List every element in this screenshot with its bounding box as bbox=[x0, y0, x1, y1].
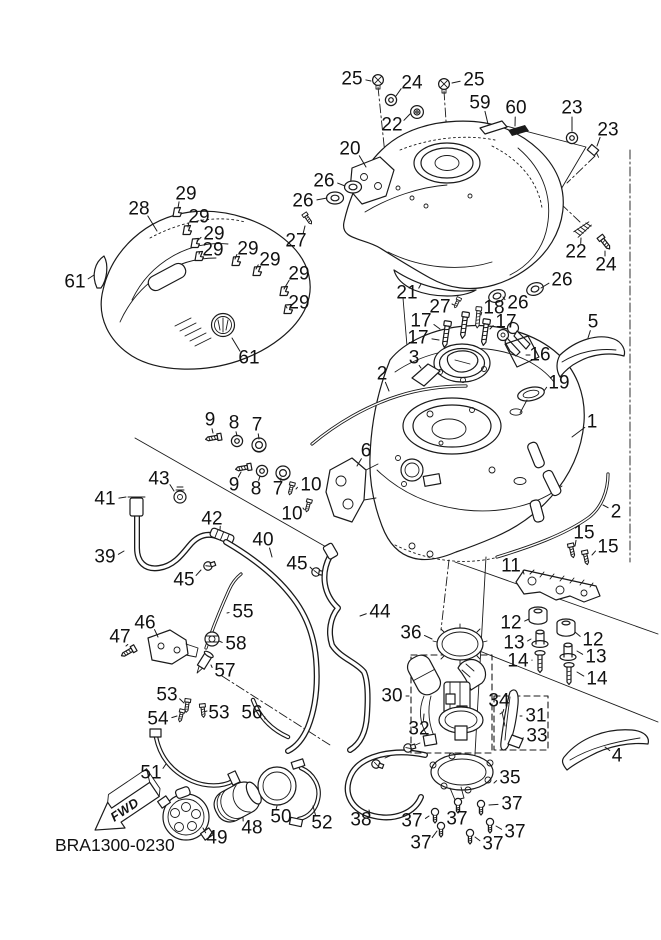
part-callout-37: 37 bbox=[504, 822, 525, 843]
part-callout-56: 56 bbox=[241, 703, 262, 724]
part-callout-15: 15 bbox=[573, 523, 594, 544]
callout-leader bbox=[303, 508, 304, 510]
part-callout-26: 26 bbox=[507, 293, 528, 314]
callout-leader bbox=[118, 551, 124, 554]
part-callout-53: 53 bbox=[156, 685, 177, 706]
callout-leader bbox=[396, 89, 401, 96]
part-callout-33: 33 bbox=[526, 726, 547, 747]
part-callout-1: 1 bbox=[587, 412, 598, 433]
callout-leader bbox=[338, 183, 345, 186]
part-callout-7: 7 bbox=[252, 415, 263, 436]
callout-leader bbox=[592, 551, 595, 555]
part-callout-14: 14 bbox=[586, 669, 608, 690]
callout-leader bbox=[432, 831, 437, 838]
part-callout-46: 46 bbox=[134, 613, 155, 634]
part-callout-10: 10 bbox=[300, 475, 321, 496]
callout-leader bbox=[425, 816, 429, 818]
part-callout-19: 19 bbox=[548, 373, 569, 394]
part-callout-16: 16 bbox=[529, 345, 550, 366]
part-callout-4: 4 bbox=[612, 746, 623, 767]
part-callout-37: 37 bbox=[410, 833, 431, 854]
callout-leader bbox=[475, 837, 480, 841]
callout-leader bbox=[577, 672, 584, 676]
callout-leader bbox=[172, 716, 177, 718]
part-callout-23: 23 bbox=[561, 98, 582, 119]
part-callout-17: 17 bbox=[410, 311, 431, 332]
callout-leader bbox=[360, 614, 366, 616]
part-callout-17: 17 bbox=[407, 328, 428, 349]
part-callout-27: 27 bbox=[285, 231, 306, 252]
part-callout-55: 55 bbox=[232, 602, 253, 623]
part-callout-24: 24 bbox=[595, 255, 617, 276]
part-callout-17: 17 bbox=[495, 312, 516, 333]
part-callout-34: 34 bbox=[488, 691, 510, 712]
part-callout-20: 20 bbox=[339, 139, 360, 160]
callout-leader bbox=[296, 487, 297, 489]
callout-leader bbox=[603, 505, 608, 508]
fuel-pump-unit bbox=[439, 660, 486, 740]
part-callout-13: 13 bbox=[585, 647, 606, 668]
part-callout-52: 52 bbox=[311, 813, 332, 834]
part-callout-47: 47 bbox=[109, 627, 130, 648]
callout-leader bbox=[310, 567, 313, 570]
part-callout-26: 26 bbox=[292, 191, 313, 212]
part-callout-18: 18 bbox=[483, 298, 504, 319]
part-callout-37: 37 bbox=[482, 834, 503, 855]
callout-leader bbox=[525, 619, 529, 621]
part-callout-39: 39 bbox=[94, 547, 115, 568]
left-cover bbox=[94, 208, 310, 370]
diagram-code: BRA1300-0230 bbox=[55, 835, 175, 855]
part-callout-54: 54 bbox=[147, 709, 169, 730]
callout-leader bbox=[366, 80, 371, 81]
part-callout-38: 38 bbox=[350, 810, 371, 831]
part-callout-12: 12 bbox=[500, 613, 521, 634]
part-callout-58: 58 bbox=[225, 634, 246, 655]
part-callout-9: 9 bbox=[229, 475, 240, 496]
part-callout-29: 29 bbox=[202, 240, 223, 261]
part-callout-42: 42 bbox=[201, 509, 222, 530]
part-callout-48: 48 bbox=[241, 818, 262, 839]
callout-leader bbox=[211, 665, 212, 667]
part-callout-59: 59 bbox=[469, 93, 490, 114]
callout-leader bbox=[496, 826, 502, 829]
part-callout-30: 30 bbox=[381, 686, 402, 707]
part-callout-43: 43 bbox=[148, 469, 169, 490]
part-callout-61: 61 bbox=[238, 348, 259, 369]
part-callout-49: 49 bbox=[206, 828, 227, 849]
part-callout-36: 36 bbox=[400, 623, 421, 644]
part-callout-26: 26 bbox=[551, 270, 572, 291]
part-callout-44: 44 bbox=[369, 602, 391, 623]
callout-leader bbox=[481, 312, 482, 315]
callout-leader bbox=[170, 485, 174, 491]
part-callout-8: 8 bbox=[229, 413, 240, 434]
part-callout-29: 29 bbox=[288, 264, 309, 285]
part-callout-8: 8 bbox=[251, 479, 262, 500]
part-callout-21: 21 bbox=[396, 283, 417, 304]
part-callout-29: 29 bbox=[203, 224, 224, 245]
part-callout-31: 31 bbox=[525, 706, 546, 727]
callout-leader bbox=[528, 639, 531, 641]
callout-leader bbox=[205, 711, 207, 712]
part-callout-61: 61 bbox=[64, 272, 85, 293]
part-callout-7: 7 bbox=[273, 479, 284, 500]
part-callout-13: 13 bbox=[503, 633, 524, 654]
callout-leader bbox=[317, 198, 327, 200]
callout-leader bbox=[489, 804, 498, 805]
callout-leader bbox=[452, 304, 454, 305]
part-callout-2: 2 bbox=[611, 502, 622, 523]
callout-leader bbox=[196, 570, 201, 575]
part-callout-37: 37 bbox=[501, 794, 522, 815]
part-callout-45: 45 bbox=[173, 570, 194, 591]
part-callout-24: 24 bbox=[401, 73, 423, 94]
part-callout-41: 41 bbox=[94, 489, 115, 510]
callout-leader bbox=[119, 497, 126, 498]
callout-leader bbox=[219, 641, 222, 642]
part-callout-29: 29 bbox=[259, 250, 280, 271]
part-callout-12: 12 bbox=[582, 630, 603, 651]
top-cover-assembly bbox=[344, 121, 564, 296]
part-callout-40: 40 bbox=[252, 530, 273, 551]
callout-leader bbox=[163, 764, 166, 768]
part-callout-29: 29 bbox=[237, 239, 258, 260]
callout-leader bbox=[199, 252, 200, 254]
part-callout-37: 37 bbox=[446, 809, 467, 830]
part-callout-3: 3 bbox=[409, 348, 420, 369]
part-callout-9: 9 bbox=[205, 410, 216, 431]
callout-leader bbox=[434, 324, 440, 329]
fwd-label: FWD bbox=[108, 795, 142, 825]
part-callout-57: 57 bbox=[214, 661, 235, 682]
part-callout-28: 28 bbox=[128, 199, 149, 220]
callout-leader bbox=[424, 635, 432, 639]
part-callout-14: 14 bbox=[507, 651, 529, 672]
callout-leader bbox=[404, 114, 410, 120]
part-callout-2: 2 bbox=[377, 364, 388, 385]
part-callout-22: 22 bbox=[381, 115, 402, 136]
part-callout-50: 50 bbox=[270, 807, 291, 828]
callout-leader bbox=[180, 699, 184, 703]
part-callout-6: 6 bbox=[361, 441, 372, 462]
part-callout-29: 29 bbox=[175, 184, 196, 205]
callout-leader bbox=[494, 781, 497, 783]
part-callout-10: 10 bbox=[281, 504, 302, 525]
part-callout-51: 51 bbox=[140, 763, 161, 784]
callout-leader bbox=[452, 81, 460, 83]
part-callout-11: 11 bbox=[501, 556, 521, 577]
part-callout-32: 32 bbox=[408, 719, 429, 740]
part-callout-29: 29 bbox=[188, 207, 209, 228]
part-callout-27: 27 bbox=[429, 297, 450, 318]
callout-leader bbox=[575, 632, 580, 636]
part-callout-22: 22 bbox=[565, 242, 586, 263]
part-callout-29: 29 bbox=[288, 293, 309, 314]
part-callout-60: 60 bbox=[505, 98, 526, 119]
part-callout-25: 25 bbox=[341, 69, 362, 90]
part-callout-35: 35 bbox=[499, 768, 520, 789]
part-callout-37: 37 bbox=[401, 811, 422, 832]
callout-leader bbox=[577, 651, 583, 654]
part-callout-26: 26 bbox=[313, 171, 334, 192]
part-callout-53: 53 bbox=[208, 703, 229, 724]
callout-leader bbox=[88, 275, 94, 279]
part-callout-23: 23 bbox=[597, 120, 618, 141]
part-callout-5: 5 bbox=[588, 312, 599, 333]
part-callout-15: 15 bbox=[597, 537, 618, 558]
part-callout-25: 25 bbox=[463, 70, 484, 91]
part-callout-45: 45 bbox=[286, 554, 307, 575]
